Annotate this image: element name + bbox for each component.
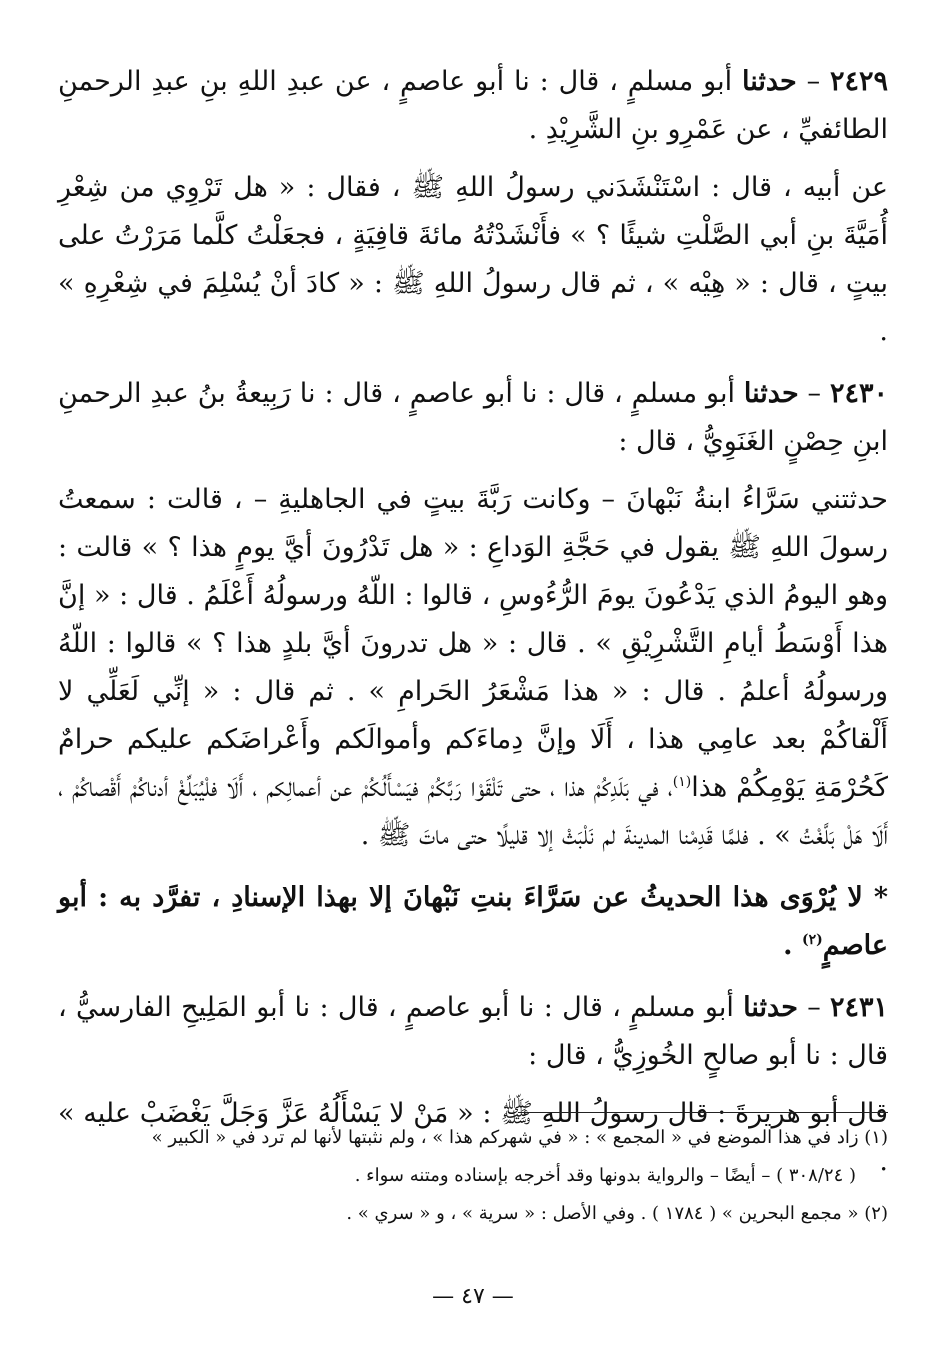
- footnote-1: (١) زاد في هذا الموضع في « المجمع » : « في شهركم هذا » ، ولم نثبتها لأنها لم ترد في « الكبير »: [151, 1127, 888, 1148]
- hadith-2430-matn: [58, 476, 888, 860]
- hadith-number: ٢٤٣١: [829, 992, 888, 1023]
- isnad-text: أبو مسلمٍ ، قال : نا أبو عاصمٍ ، عن عبدِ اللهِ بنِ عبدِ الرحمنِ الطائفيِّ ، عن عَمْرِو بنِ الشَّرِيْدِ .: [58, 66, 888, 145]
- hadith-2431-matn: قال أبو هريرةَ : قال رسولُ اللهِ ﷺ : « مَنْ لا يَسْأَلُهُ عَزَّ وَجَلَّ يَغْضَبْ عليه » .: [58, 1098, 888, 1177]
- footnote-marker-2: (٢): [801, 932, 823, 948]
- footnote-1-continuation: ( ٣٠٨/٢٤ ) – أيضًا – والرواية بدونها وقد أخرجه بإسناده ومتنه سواء .: [354, 1165, 856, 1186]
- editor-comment: [58, 874, 888, 970]
- dash: –: [798, 378, 830, 409]
- dash: –: [797, 992, 830, 1023]
- footnotes-section: [58, 1112, 888, 1233]
- comment-end: .: [783, 930, 802, 961]
- hadith-number: ٢٤٣٠: [829, 378, 888, 409]
- hadith-2431-isnad: [58, 984, 888, 1080]
- haddathana-keyword: حدثنا: [743, 378, 799, 409]
- hadith-2429-matn: عن أبيه ، قال : اسْتَنْشَدَني رسولُ اللهِ ﷺ ، فقال : « هل تَرْوِي من شِعْرِ أُمَيَّةَ بنِ أبي الصَّلْتِ شيئًا ؟ » فأَنْشَدْتُهُ مائةَ قافِيَةٍ ، فجعَلْتُ كلَّما مَرَرْتُ على بيتٍ ، قال : « هِيْه » ، ثم قال رسولُ اللهِ ﷺ : « كادَ أنْ يُسْلِمَ في شِعْرِهِ » .: [58, 172, 888, 347]
- star-marker: *: [873, 882, 888, 913]
- matn-text-part1: حدثتني سَرَّاءُ ابنةُ نَبْهانَ – وكانت رَبَّةَ بيتٍ في الجاهليةِ – ، قالت : سمعتُ رسولَ اللهِ ﷺ يقول في حَجَّةِ الوَداعِ : « هل تَدْرُونَ أيَّ يومٍ هذا ؟ » قالت : وهو اليومُ الذي يَدْعُونَ يومَ الرُّءُوسِ ، قالوا : اللّهُ ورسولُهُ أَعْلَمُ . قال : « إنَّ هذا أَوْسَطُ أيامِ التَّشْرِيْقِ » . قال : « هل تدرونَ أيَّ بلدٍ هذا ؟ » قالوا : اللّهُ ورسولُهُ أعلمُ . قال : « هذا مَشْعَرُ الحَرامِ » . ثم قال : « إنِّي لَعَلِّي لا أَلْقاكُمْ بعد عامِي هذا ، أَلَا وإنَّ دِماءَكم وأموالَكم وأَعْراضَكم عليكم حرامٌ كَحُرْمَةِ يَوْمِكُمْ هذا: [58, 484, 888, 803]
- hadith-2430: [58, 370, 888, 860]
- footnote-2: (٢) « مجمع البحرين » ( ١٧٨٤ ) . وفي الأصل : « سرية » ، و « سري » .: [346, 1203, 888, 1224]
- haddathana-keyword: حدثنا: [741, 66, 797, 97]
- footnote-divider: [518, 1112, 888, 1113]
- matn-text-part2: ، في بَلَدِكُمْ هذا ، حتى تَلْقَوْا رَبَّكُمْ فيَسْأَلُكُمْ عن أعمالِكم ، أَلَا فلْيُبَلِّغْ أدناكُمْ أَقْصاكُمْ ، أَلَا هَلْ بَلَّغْتُ » . فلمَّا قَدِمْنا المدينةَ لم نَلْبَثْ إلا قليلًا حتى ماتَ ﷺ .: [58, 772, 888, 851]
- footnote-marker-1: (١): [672, 774, 692, 790]
- hadith-number: ٢٤٢٩: [829, 66, 888, 97]
- comment-text: لا يُرْوَى هذا الحديثُ عن سَرَّاءَ بنتِ نَبْهانَ إلا بهذا الإسنادِ ، تفرَّد به : أبو عاصمٍ: [58, 882, 888, 961]
- hadith-2429: [58, 58, 888, 356]
- isnad-text: أبو مسلمٍ ، قال : نا أبو عاصمٍ ، قال : نا أبو المَلِيحِ الفارسيُّ ، قال : نا أبو صالحٍ الخُوزِيُّ ، قال :: [58, 992, 888, 1071]
- dash: –: [796, 66, 830, 97]
- isnad-text: أبو مسلمٍ ، قال : نا أبو عاصمٍ ، قال : نا رَبِيعةُ بنُ عبدِ الرحمنِ ابنِ حِصْنٍ الغَنَوِيُّ ، قال :: [58, 378, 888, 457]
- hadith-2429-isnad: [58, 58, 888, 154]
- haddathana-keyword: حدثنا: [743, 992, 798, 1023]
- page-number: — ٤٧ —: [432, 1284, 514, 1309]
- hadith-2430-isnad: [58, 370, 888, 466]
